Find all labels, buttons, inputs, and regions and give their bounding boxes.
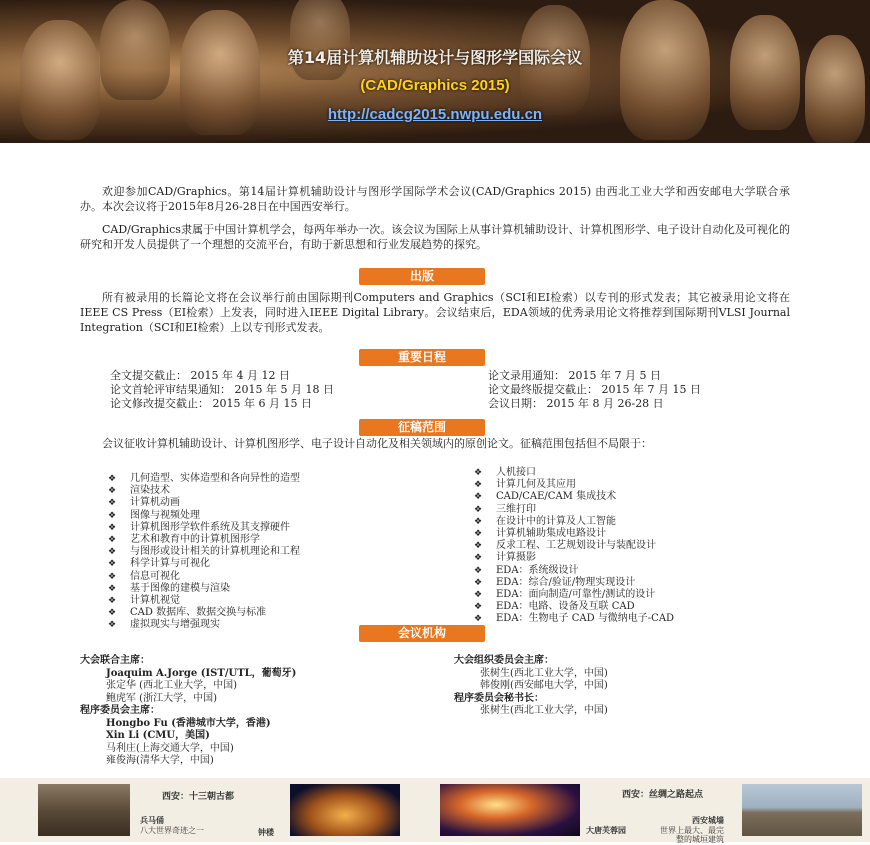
list-item: ❖ 基于图像的建模与渲染 <box>108 582 230 594</box>
photo-subtitle: 世界上最大、最完 <box>660 826 724 835</box>
bullet-icon: ❖ <box>108 583 117 594</box>
tang-paradise-photo <box>440 784 580 836</box>
list-item: ❖ 艺术和教育中的计算机图形学 <box>108 534 260 546</box>
list-item: ❖ EDA：电路、设备及互联 CAD <box>474 601 635 613</box>
bullet-icon: ❖ <box>474 529 483 540</box>
list-item: ❖ 计算机图形学软件系统及其支撑硬件 <box>108 521 290 533</box>
date-item: 论文录用通知： 2015 年 7 月 5 日 <box>488 369 661 382</box>
list-item: ❖ EDA：生物电子 CAD 与微纳电子-CAD <box>474 613 675 625</box>
list-item: ❖ 计算机辅助集成电路设计 <box>474 528 606 540</box>
photo-title: 钟楼 <box>258 828 274 837</box>
photo-subtitle: 八大世界奇迹之一 <box>140 826 204 835</box>
footer-caption: 西安：十三朝古都 <box>162 792 235 802</box>
date-item: 会议日期： 2015 年 8 月 26-28 日 <box>488 397 664 410</box>
bullet-icon: ❖ <box>108 608 117 619</box>
footer-caption: 西安：丝绸之路起点 <box>622 790 704 800</box>
org-role-title: 程序委员会秘书长： <box>454 692 544 704</box>
list-item: ❖ 虚拟现实与增强现实 <box>108 619 220 631</box>
conference-title: 第14届计算机辅助设计与图形学国际会议 <box>287 48 583 67</box>
list-item: ❖ EDA：面向制造/可靠性/测试的设计 <box>474 589 656 601</box>
list-item: ❖ CAD 数据库、数据交换与标准 <box>108 607 267 619</box>
org-person: 雍俊海(清华大学，中国) <box>106 755 214 766</box>
list-item: ❖ 在设计中的计算及人工智能 <box>474 515 616 527</box>
bullet-icon: ❖ <box>474 553 483 564</box>
section-header-dates: 重要日程 <box>359 349 485 366</box>
bullet-icon: ❖ <box>474 480 483 491</box>
bullet-icon: ❖ <box>108 498 117 509</box>
bullet-icon: ❖ <box>108 596 117 607</box>
list-item: ❖ 计算几何及其应用 <box>474 479 576 491</box>
conference-url-link[interactable]: http://cadcg2015.nwpu.edu.cn <box>327 106 543 123</box>
org-person: Joaquim A.Jorge (IST/UTL，葡萄牙) <box>106 667 297 679</box>
intro-paragraph-1: 欢迎参加CAD/Graphics。第14届计算机辅助设计与图形学国际学术会议(CAD/Graphics 2015) 由西北工业大学和西安邮电大学联合承办。本次会议将于2015年8月26-28日在中国西安举行。 <box>80 185 790 213</box>
section-header-organization: 会议机构 <box>359 625 485 642</box>
topics-list-left <box>108 473 300 632</box>
footer-photo-strip <box>0 778 870 842</box>
list-item: ❖ 科学计算与可视化 <box>108 558 210 570</box>
list-item: ❖ 计算机视觉 <box>108 595 180 607</box>
bullet-icon: ❖ <box>474 468 483 478</box>
list-item: ❖ EDA：系统级设计 <box>474 564 579 576</box>
conference-subtitle: (CAD/Graphics 2015) <box>360 77 510 94</box>
terracotta-photo <box>38 784 130 836</box>
header-banner <box>0 0 870 143</box>
list-item: ❖ 渲染技术 <box>108 485 170 497</box>
photo-title: 西安城墙 <box>692 816 724 825</box>
bullet-icon: ❖ <box>474 577 483 588</box>
topics-intro: 会议征收计算机辅助设计、计算机图形学、电子设计自动化及相关领域内的原创论文。征稿范围包括但不局限于： <box>102 437 652 450</box>
publication-text: 所有被录用的长篇论文将在会议举行前由国际期刊Computers and Graphics（SCI和EI检索）以专刊的形式发表；其它被录用论文将在IEEE CS Press（EI检索）上发表，同时进入IEEE Digital Library。会议结束后，EDA领域的优秀录用论文将推荐到国际期刊VLSI Journal Integration（SCI和EI检索）上以专刊形式发表。 <box>80 291 790 334</box>
bullet-icon: ❖ <box>474 492 483 503</box>
list-item: ❖ 图像与视频处理 <box>108 509 200 521</box>
bullet-icon: ❖ <box>108 620 117 631</box>
org-person: Hongbo Fu (香港城市大学，香港) <box>106 717 271 729</box>
topics-list-right <box>474 467 674 626</box>
bullet-icon: ❖ <box>108 486 117 497</box>
list-item: ❖ 信息可视化 <box>108 570 180 582</box>
photo-subtitle: 整的城垣建筑 <box>676 835 724 844</box>
list-item: ❖ 三维打印 <box>474 503 536 515</box>
bullet-icon: ❖ <box>474 602 483 613</box>
list-item: ❖ 与图形或设计相关的计算机理论和工程 <box>108 546 300 558</box>
bullet-icon: ❖ <box>108 474 117 484</box>
list-item: ❖ 反求工程、工艺规划设计与装配设计 <box>474 540 656 552</box>
bullet-icon: ❖ <box>474 516 483 527</box>
org-person: 张树生(西北工业大学，中国) <box>480 705 608 716</box>
photo-title: 兵马俑 <box>140 816 164 825</box>
photo-title: 大唐芙蓉园 <box>586 826 626 835</box>
list-item: ❖ 几何造型、实体造型和各向异性的造型 <box>108 473 300 484</box>
org-person: 张定华 (西北工业大学，中国) <box>106 680 237 691</box>
org-person: 张树生(西北工业大学，中国) <box>480 667 608 679</box>
bullet-icon: ❖ <box>474 504 483 515</box>
bullet-icon: ❖ <box>108 571 117 582</box>
org-person: 韩俊刚(西安邮电大学，中国) <box>480 680 608 691</box>
organization-left <box>80 655 296 768</box>
bullet-icon: ❖ <box>108 559 117 570</box>
bullet-icon: ❖ <box>108 510 117 521</box>
org-role-title: 大会联合主席： <box>80 655 150 666</box>
organization-right <box>454 655 608 718</box>
list-item: ❖ EDA：综合/验证/物理实现设计 <box>474 576 636 588</box>
section-header-topics: 征稿范围 <box>359 419 485 436</box>
date-item: 论文修改提交截止： 2015 年 6 月 15 日 <box>110 397 312 410</box>
date-item: 论文最终版提交截止： 2015 年 7 月 15 日 <box>488 383 701 396</box>
list-item: ❖ 人机接口 <box>474 467 536 478</box>
date-item: 论文首轮评审结果通知： 2015 年 5 月 18 日 <box>110 383 334 396</box>
org-role-title: 大会组织委员会主席： <box>454 655 554 666</box>
org-role-title: 程序委员会主席： <box>80 705 160 716</box>
org-person: 马利庄(上海交通大学，中国) <box>106 742 234 754</box>
org-person: Xin Li (CMU，美国) <box>106 730 210 741</box>
bullet-icon: ❖ <box>108 547 117 558</box>
intro-paragraph-2: CAD/Graphics隶属于中国计算机学会，每两年举办一次。该会议为国际上从事计算机辅助设计、计算机图形学、电子设计自动化及可视化的研究和开发人员提供了一个理想的交流平台，有助于新思想和行业发展趋势的探究。 <box>80 223 790 251</box>
date-item: 全文提交截止： 2015 年 4 月 12 日 <box>110 369 290 382</box>
bullet-icon: ❖ <box>474 565 483 576</box>
list-item: ❖ CAD/CAE/CAM 集成技术 <box>474 491 617 503</box>
bullet-icon: ❖ <box>474 541 483 552</box>
list-item: ❖ 计算摄影 <box>474 552 536 564</box>
list-item: ❖ 计算机动画 <box>108 497 180 509</box>
city-wall-photo <box>742 784 862 836</box>
bell-tower-photo <box>290 784 400 836</box>
org-person: 鲍虎军 (浙江大学，中国) <box>106 692 217 704</box>
bullet-icon: ❖ <box>474 614 483 625</box>
bullet-icon: ❖ <box>474 590 483 601</box>
section-header-publication: 出版 <box>359 268 485 285</box>
bullet-icon: ❖ <box>108 535 117 546</box>
bullet-icon: ❖ <box>108 522 117 533</box>
